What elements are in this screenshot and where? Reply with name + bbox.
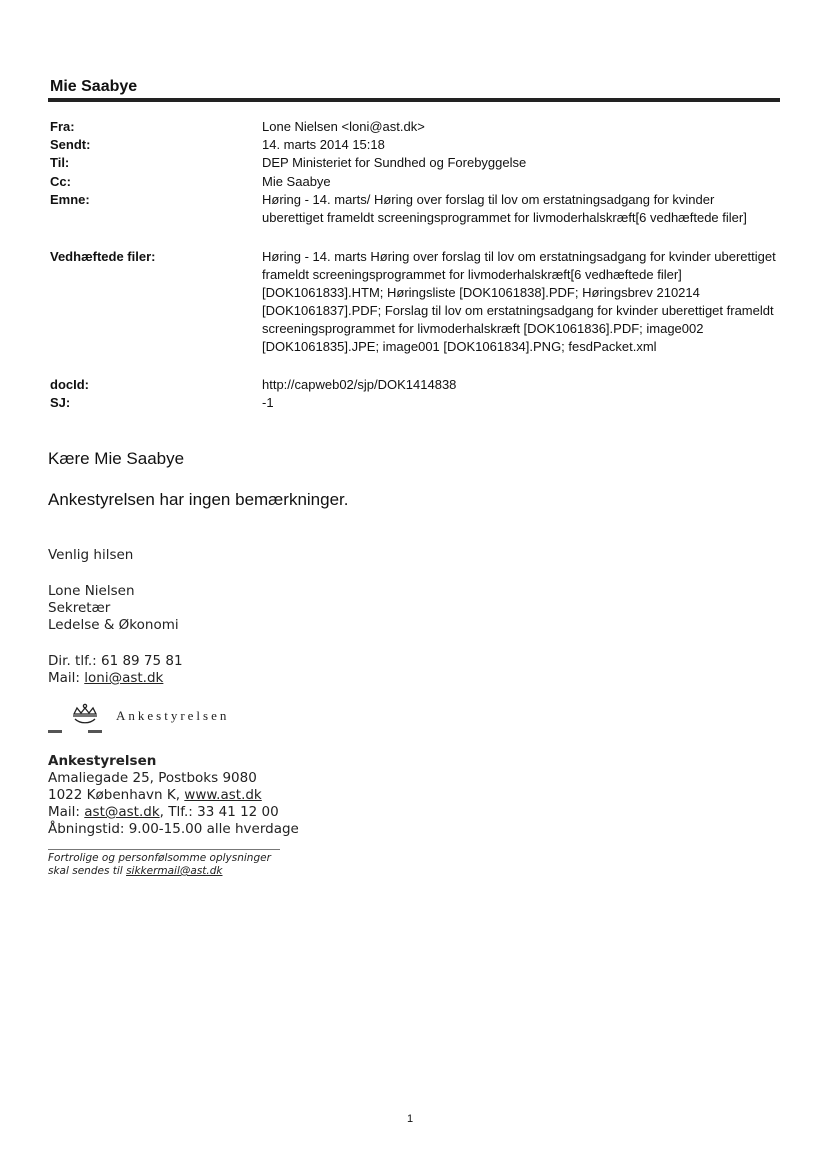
header-rule [48, 98, 780, 102]
footer-notice [48, 852, 271, 878]
attachments-list: Høring - 14. marts Høring over forslag til lov om erstatningsadgang for kvinder uberettiget frameldt screeningsprogrammet for livmoderhalskræft[6 vedhæftede filer] [DOK1061833].HTM; Høringsliste [DOK1061838].PDF; Høringsbrev 210214 [DOK1061837].PDF; Forslag til lov om erstatningsadgang for kvinder uberettiget frameldt screeningsprogrammet for livmoderhalskræft [DOK1061836].PDF; image002 [DOK1061835].JPE; image001 [DOK1061834].PNG; fesdPacket.xml [262, 249, 776, 354]
mail-label: Mail: [48, 804, 85, 820]
signature-title: Sekretær [48, 600, 111, 616]
meta-label: SJ: [50, 395, 71, 410]
mail-label: Mail: [48, 670, 85, 686]
organization-contact-line [48, 804, 299, 821]
logo-mark-right [88, 730, 102, 733]
signature-phone: Dir. tlf.: 61 89 75 81 [48, 653, 183, 669]
meta-value: Høring - 14. marts/ Høring over forslag til lov om erstatningsadgang for kvinder uberettiget frameldt screeningsprogrammet for livmoderhalskræft[6 vedhæftede filer] [262, 192, 747, 225]
sender-name: Mie Saabye [50, 78, 138, 95]
closing: Venlig hilsen [48, 547, 134, 563]
doc-link[interactable]: http://capweb02/sjp/DOK1414838 [262, 377, 457, 392]
footer-line-2 [48, 865, 271, 878]
meta-label: docId: [50, 377, 89, 392]
footer-prefix: skal sendes til [48, 865, 127, 877]
meta-value: 14. marts 2014 15:18 [262, 137, 385, 152]
organization-name: Ankestyrelsen [48, 753, 157, 769]
meta-value: -1 [262, 395, 274, 410]
logo-text: Ankestyrelsen [116, 708, 230, 723]
signature-name: Lone Nielsen [48, 583, 135, 599]
signature-block [48, 583, 179, 634]
meta-label: Sendt: [50, 137, 91, 152]
meta-label: Vedhæftede filer: [50, 249, 156, 264]
website-link[interactable]: www.ast.dk [184, 787, 262, 803]
meta-label: Til: [50, 155, 70, 170]
city-text: 1022 København K, [48, 787, 185, 803]
signature-mail-link[interactable]: loni@ast.dk [84, 670, 164, 686]
statement: Ankestyrelsen har ingen bemærkninger. [48, 490, 349, 509]
footer-divider [48, 849, 280, 850]
meta-label: Cc: [50, 174, 71, 189]
contact-block [48, 653, 183, 687]
organization-block [48, 753, 299, 838]
signature-mail-line [48, 670, 183, 687]
signature-department: Ledelse & Økonomi [48, 617, 179, 633]
meta-label: Emne: [50, 192, 90, 207]
organization-address: Amaliegade 25, Postboks 9080 [48, 770, 257, 786]
meta-value: Mie Saabye [262, 174, 331, 189]
organization-mail-link[interactable]: ast@ast.dk [84, 804, 160, 820]
logo-mark-left [48, 730, 62, 733]
organization-city-line [48, 787, 299, 804]
organization-phone: , Tlf.: 33 41 12 00 [159, 804, 279, 820]
secure-mail-link[interactable]: sikkermail@ast.dk [126, 865, 223, 877]
greeting: Kære Mie Saabye [48, 449, 185, 468]
page-number: 1 [407, 1113, 414, 1125]
meta-value: DEP Ministeriet for Sundhed og Forebyggelse [262, 155, 527, 170]
meta-label: Fra: [50, 119, 75, 134]
opening-hours: Åbningstid: 9.00-15.00 alle hverdage [48, 821, 299, 837]
meta-value: Lone Nielsen <loni@ast.dk> [262, 119, 425, 134]
footer-line-1: Fortrolige og personfølsomme oplysninger [48, 852, 271, 864]
